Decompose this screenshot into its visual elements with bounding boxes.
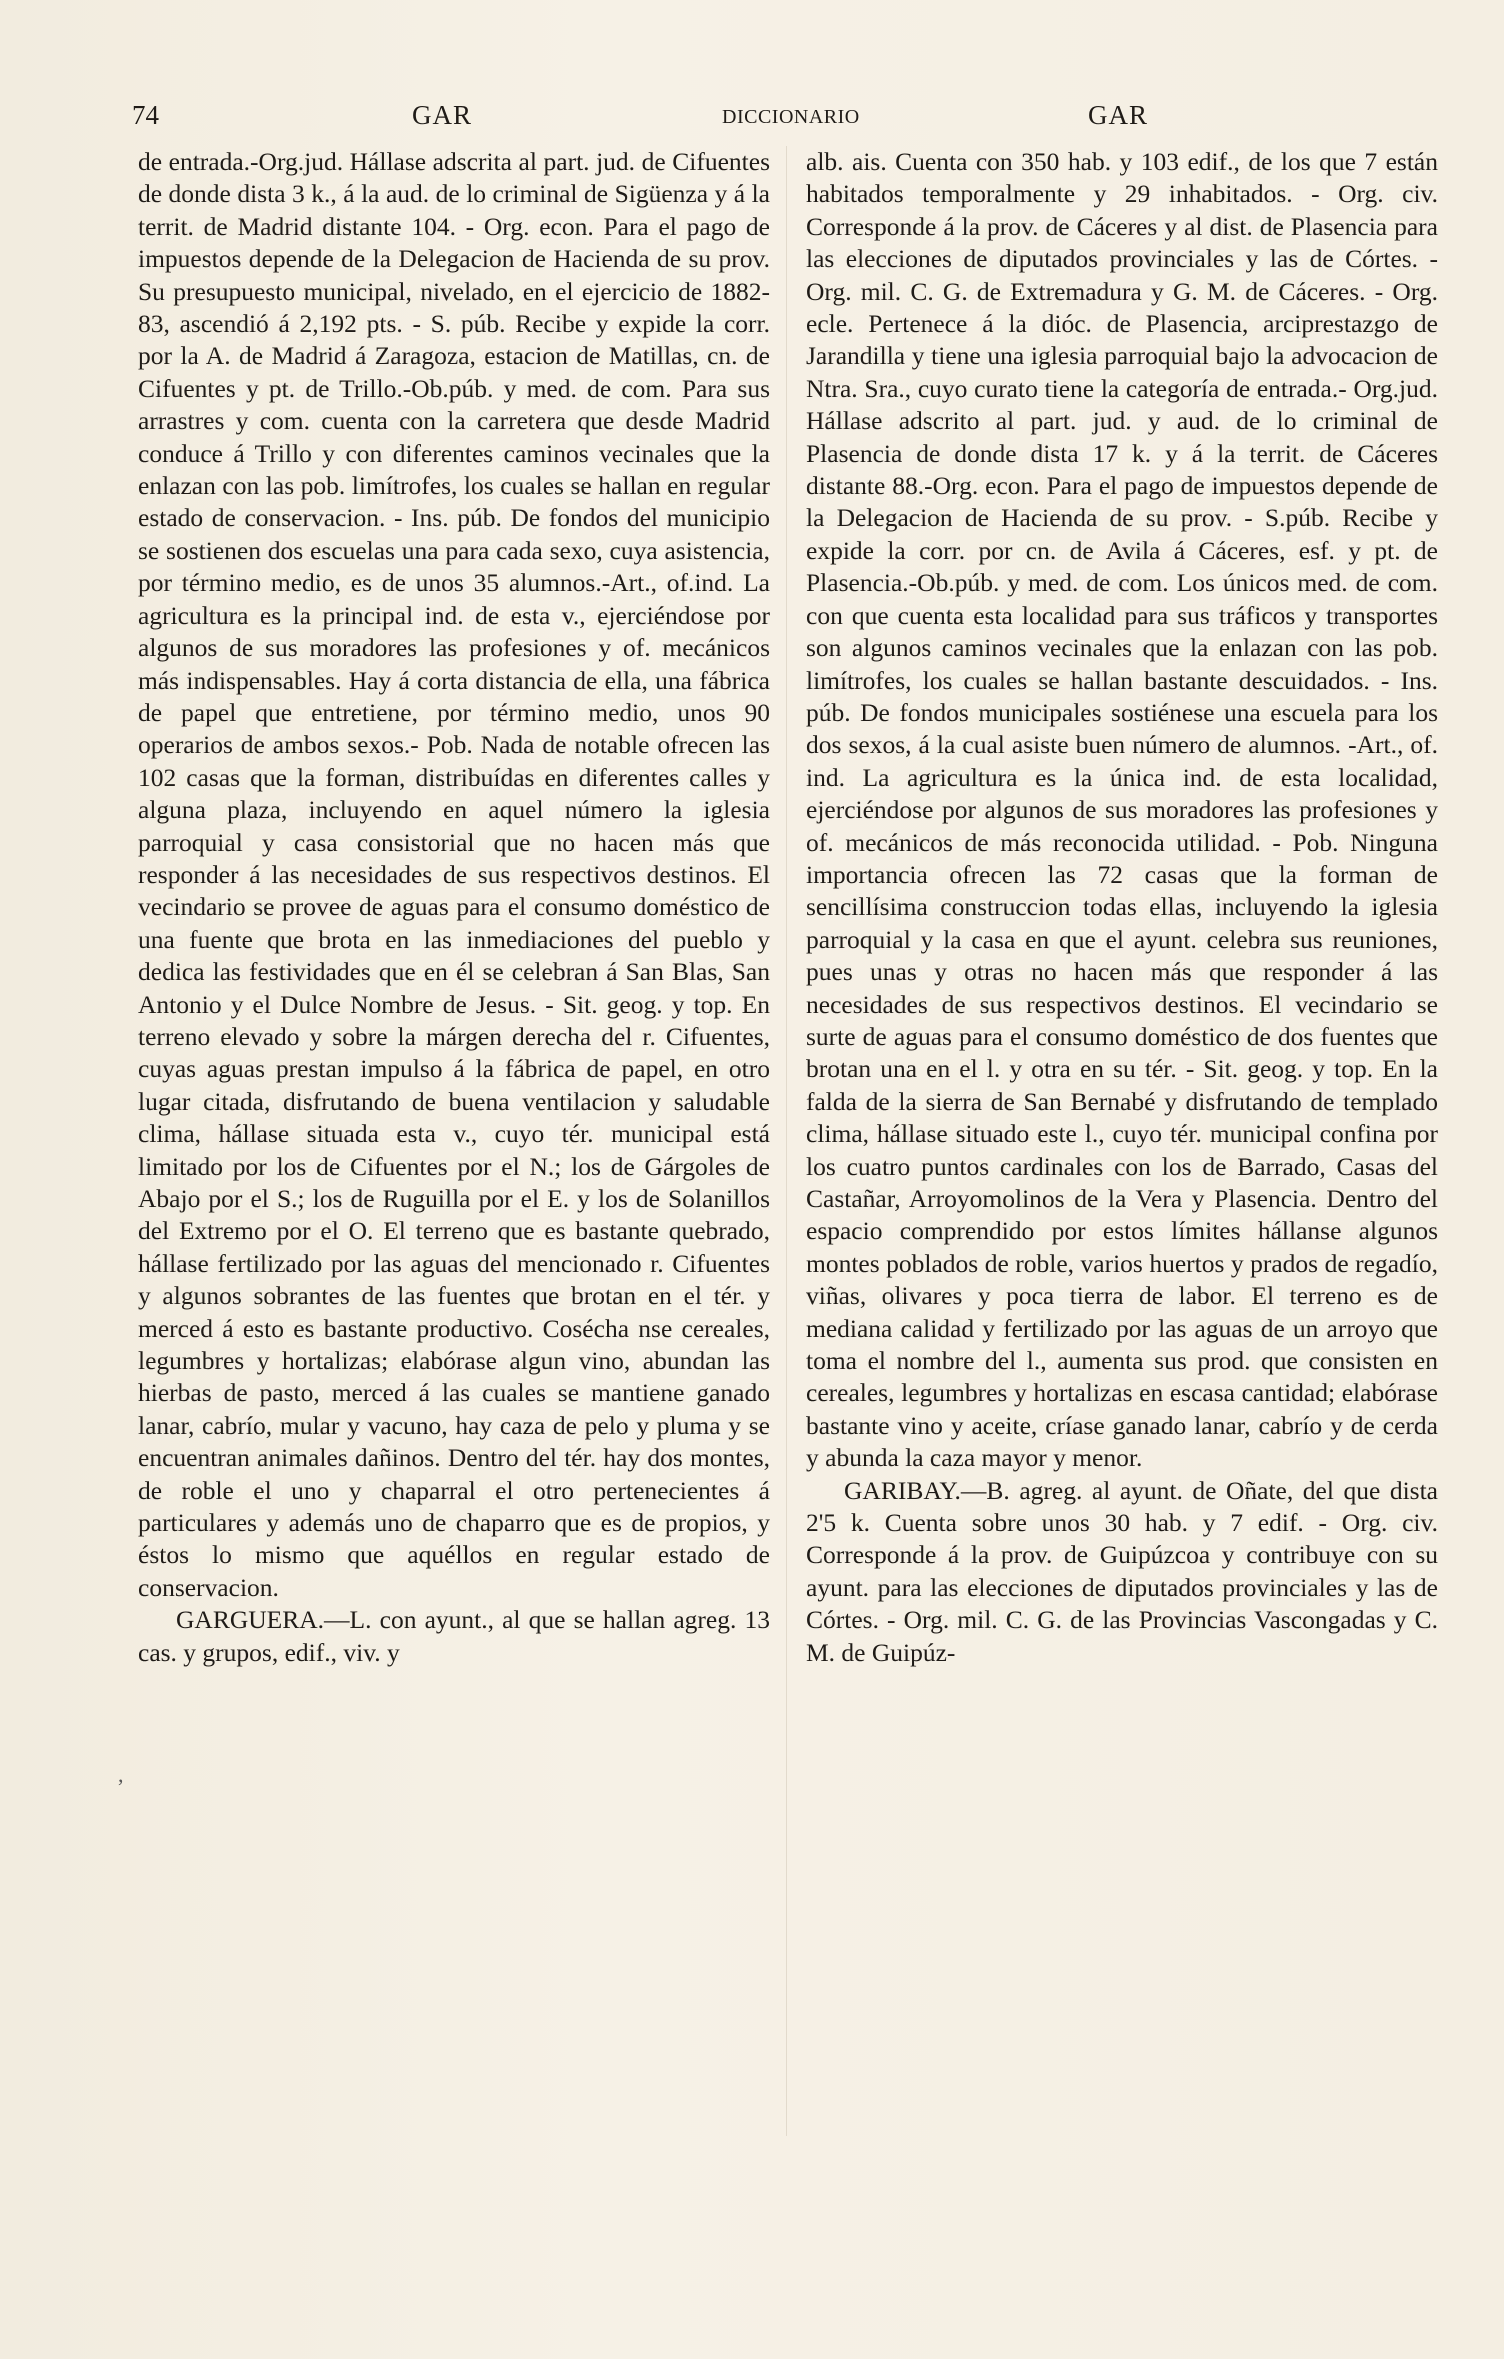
running-header	[132, 100, 1452, 144]
entry-garguera: GARGUERA.—L. con ayunt., al que se hallan agreg. 13 cas. y grupos, edif., viv. y	[138, 1605, 770, 1667]
header-title: DICCIONARIO	[722, 106, 860, 128]
text-paragraph: alb. ais. Cuenta con 350 hab. y 103 edif., de los que 7 están habitados temporalmente y 29 inhabitados. - Org. civ. Corresponde á la prov. de Cáceres y al dist. de Plasencia para las elecciones de diputados provinciales y las de Córtes. - Org. mil. C. G. de Extremadura y G. M. de Cáceres. - Org. ecle. Pertenece á la dióc. de Plasencia, arciprestazgo de Jarandilla y tiene una iglesia parroquial bajo la advocacion de Ntra. Sra., cuyo curato tiene la categoría de entrada.- Org.jud. Hállase adscrito al part. jud. y aud. de lo criminal de Plasencia de donde dista 17 k. y á la territ. de Cáceres distante 88.-Org. econ. Para el pago de impuestos depende de la Delegacion de Hacienda de su prov. - S.púb. Recibe y expide la corr. por cn. de Avila á Cáceres, esf. y pt. de Plasencia.-Ob.púb. y med. de com. Los únicos med. de com. con que cuenta esta localidad para sus tráficos y transportes son algunos caminos vecinales que la enlazan con las pob. limítrofes, los cuales se hallan bastante descuidados. - Ins. púb. De fondos municipales sostiénese una escuela para los dos sexos, á la cual asiste buen número de alumnos. -Art., of. ind. La agricultura es la única ind. de esta localidad, ejerciéndose por algunos de sus moradores las profesiones y of. mecánicos de más reconocida utilidad. - Pob. Ninguna importancia ofrecen las 72 casas que la forman de sencillísima construccion todas ellas, incluyendo la iglesia parroquial y la casa en que el ayunt. celebra sus reuniones, pues unas y otras no hacen más que responder á las necesidades de sus respectivos destinos. El vecindario se surte de aguas para el consumo doméstico de dos fuentes que brotan una en el l. y otra en su tér. - Sit. geog. y top. En la falda de la sierra de San Bernabé y disfrutando de templado clima, hállase situado este l., cuyo tér. municipal confina por los cuatro puntos cardinales con los de Barrado, Casas del Castañar, Arroyomolinos de la Vera y Plasencia. Dentro del espacio comprendido por estos límites hállanse algunos montes poblados de roble, varios huertos y prados de regadío, viñas, olivares y poca tierra de labor. El terreno es de mediana calidad y fertilizado por las aguas de un arroyo que toma el nombre del l., aumenta sus prod. que consisten en cereales, legumbres y hortalizas en escasa cantidad; elabórase bastante vino y aceite, críase ganado lanar, cabrío y de cerda y abunda la caza mayor y menor.	[806, 147, 1438, 1473]
column-divider	[786, 146, 787, 2136]
header-right-word: GAR	[1088, 100, 1149, 130]
margin-mark: ,	[118, 1762, 124, 1787]
left-column	[138, 146, 770, 1669]
text-paragraph: de entrada.-Org.jud. Hállase adscrita al part. jud. de Cifuentes de donde dista 3 k., á la aud. de lo criminal de Sigüenza y á la territ. de Madrid distante 104. - Org. econ. Para el pago de impuestos depende de la Delegacion de Hacienda de su prov. Su presupuesto municipal, nivelado, en el ejercicio de 1882-83, ascendió á 2,192 pts. - S. púb. Recibe y expide la corr. por la A. de Madrid á Zaragoza, estacion de Matillas, cn. de Cifuentes y pt. de Trillo.-Ob.púb. y med. de com. Para sus arrastres y com. cuenta con la carretera que desde Madrid conduce á Trillo y con diferentes caminos vecinales que la enlazan con las pob. limítrofes, los cuales se hallan en regular estado de conservacion. - Ins. púb. De fondos del municipio se sostienen dos escuelas una para cada sexo, cuya asistencia, por término medio, es de unos 35 alumnos.-Art., of.ind. La agricultura es la principal ind. de esta v., ejerciéndose por algunos de sus moradores las profesiones y of. mecánicos más indispensables. Hay á corta distancia de ella, una fábrica de papel que entretiene, por término medio, unos 90 operarios de ambos sexos.- Pob. Nada de notable ofrecen las 102 casas que la forman, distribuídas en diferentes calles y alguna plaza, incluyendo en aquel número la iglesia parroquial y casa consistorial que no hacen más que responder á las necesidades de sus respectivos destinos. El vecindario se provee de aguas para el consumo doméstico de una fuente que brota en las inmediaciones del pueblo y dedica las festividades que en él se celebran á San Blas, San Antonio y el Dulce Nombre de Jesus. - Sit. geog. y top. En terreno elevado y sobre la márgen derecha del r. Cifuentes, cuyas aguas prestan impulso á la fábrica de papel, en otro lugar citada, disfrutando de buena ventilacion y saludable clima, hállase situada esta v., cuyo tér. municipal está limitado por los de Cifuentes por el N.; los de Gárgoles de Abajo por el S.; los de Ruguilla por el E. y los de Solanillos del Extremo por el O. El terreno que es bastante quebrado, hállase fertilizado por las aguas del mencionado r. Cifuentes y algunos sobrantes de las fuentes que brotan en el tér. y merced á esto es bastante productivo. Cosécha nse cereales, legumbres y hortalizas; elabórase algun vino, abundan las hierbas de pasto, merced á las cuales se mantiene ganado lanar, cabrío, mular y vacuno, hay caza de pelo y pluma y se encuentran animales dañinos. Dentro del tér. hay dos montes, de roble el uno y chaparral el otro pertenecientes á particulares y además uno de chaparro que es de propios, y éstos lo mismo que aquéllos en regular estado de conservacion.	[138, 147, 770, 1602]
right-column	[806, 146, 1438, 1669]
entry-garibay: GARIBAY.—B. agreg. al ayunt. de Oñate, del que dista 2'5 k. Cuenta sobre unos 30 hab. y 7 edif. - Org. civ. Corresponde á la prov. de Guipúzcoa y contribuye con su ayunt. para las elecciones de diputados provinciales y las de Córtes. - Org. mil. C. G. de las Provincias Vascongadas y C. M. de Guipúz-	[806, 1475, 1438, 1667]
header-left-word: GAR	[412, 100, 473, 130]
page-number: 74	[132, 100, 159, 130]
